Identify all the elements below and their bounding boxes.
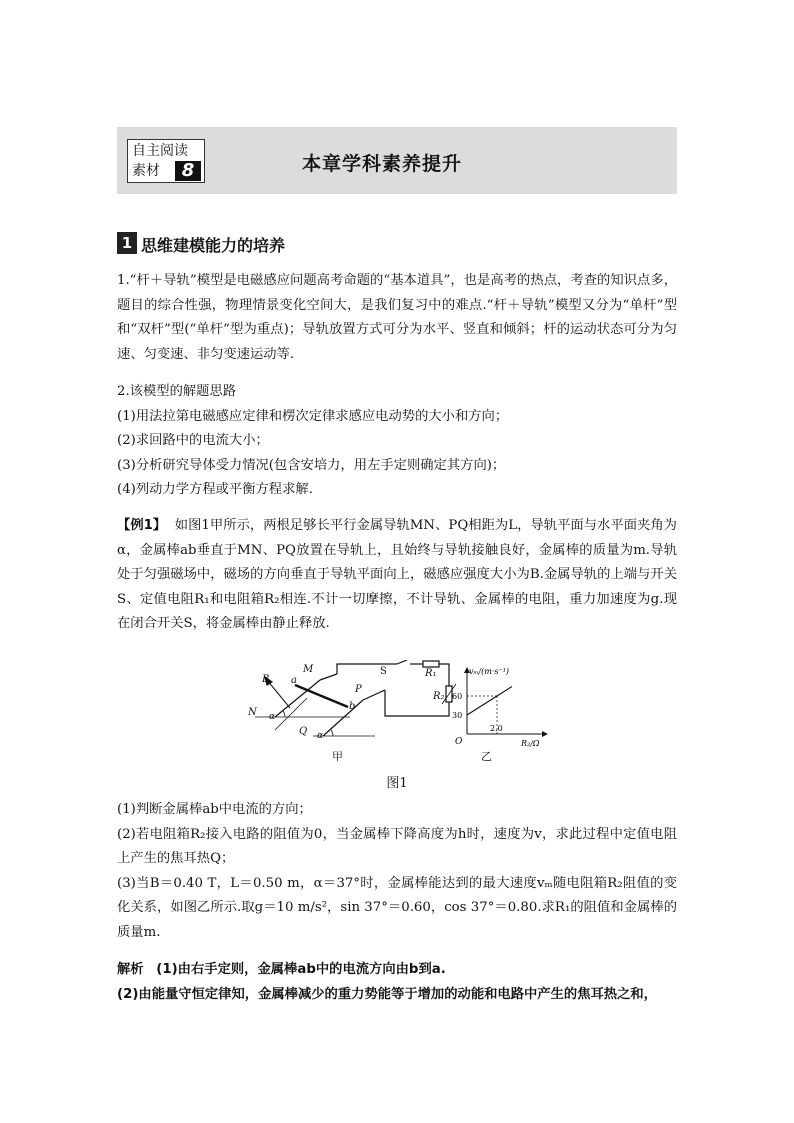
step-4: (4)列动力学方程或平衡方程求解. <box>117 482 313 497</box>
x-axis-arrow <box>542 731 548 737</box>
paragraph-1: 1.“杆＋导轨”模型是电磁感应问题高考命题的“基本道具”，也是高考的热点，考查的知识点多，题目的综合性强，物理情景变化空间大，是我们复习中的难点.“杆＋导轨”模型又分为“单杆”型和“双杆”型(“单杆”型为重点)；导轨放置方式可分为水平、竖直和倾斜；杆的运动状态可分为匀速、匀变速、非匀变速运动等. <box>117 273 677 362</box>
field-arrow-b <box>267 680 290 708</box>
label-r1: R₁ <box>425 668 437 679</box>
badge-line-2: 素材 <box>132 163 160 179</box>
intro-paragraph <box>117 269 677 367</box>
label-m: M <box>303 664 314 675</box>
label-r2: R₂ <box>433 691 445 702</box>
example-text: 如图1甲所示，两根足够长平行金属导轨MN、PQ相距为L，导轨平面与水平面夹角为α，金属棒ab垂直于MN、PQ放置在导轨上，且始终与导轨接触良好，金属棒的质量为m.导轨处于匀强磁场中，磁场的方向垂直于导轨平面向上，磁感应强度大小为B.金属导轨的上端与开关S、定值电阻R₁和电阻箱R₂相连.不计一切摩擦，不计导轨、金属棒的电阻，重力加速度为g.现在闭合开关S，将金属棒由静止释放. <box>117 518 677 631</box>
angle-arc-2 <box>331 730 333 736</box>
label-b-rod: b <box>349 701 356 712</box>
reading-badge <box>127 139 205 183</box>
label-q: Q <box>299 726 308 737</box>
caption-left: 甲 <box>332 750 343 763</box>
y-tick-label: 30 <box>452 711 463 720</box>
solution-label: 解析 <box>117 962 144 977</box>
wire-p <box>363 690 385 700</box>
solution-step-2: (2)由能量守恒定律知，金属棒减少的重力势能等于增加的动能和电路中产生的焦耳热之和， <box>117 986 657 1002</box>
wire-m <box>320 674 337 680</box>
circuit-top <box>337 664 385 674</box>
x-axis-label: R₂/Ω <box>521 739 540 748</box>
step-3: (3)分析研究导体受力情况(包含安培力，用左手定则确定其方向)； <box>117 457 506 473</box>
vm-r2-chart <box>452 667 548 748</box>
resistor-r1 <box>423 661 439 667</box>
switch-blade <box>397 660 407 664</box>
series-line <box>467 687 512 716</box>
section-title: 思维建模能力的培养 <box>141 236 286 255</box>
label-s: S <box>380 666 387 677</box>
question-1: (1)判断金属棒ab中电流的方向； <box>117 802 312 817</box>
paragraph-2: 2.该模型的解题思路 <box>117 384 237 399</box>
badge-line-1: 自主阅读 <box>132 143 188 159</box>
section-number: 1 <box>117 232 137 254</box>
chapter-banner <box>117 127 677 194</box>
label-a: a <box>291 675 297 686</box>
label-n: N <box>248 707 257 718</box>
solution-step-1: (1)由右手定则，金属棒ab中的电流方向由b到a. <box>156 962 446 977</box>
step-2: (2)求回路中的电流大小； <box>117 433 269 448</box>
solution-block <box>117 958 677 1007</box>
step-1: (1)用法拉第电磁感应定律和楞次定律求感应电动势的大小和方向； <box>117 408 509 424</box>
label-alpha-2: α <box>317 731 324 741</box>
question-3: (3)当B＝0.40 T，L＝0.50 m，α＝37°时，金属棒能达到的最大速度vₘ随电阻箱R₂阻值的变化关系，如图乙所示.取g＝10 m/s²，sin 37°＝0.60，cos 37°＝0.80.求R₁的阻值和金属棒的质量m. <box>117 875 677 940</box>
example-tag: 【例1】 <box>117 518 167 533</box>
figure-caption: 图1 <box>386 776 408 791</box>
questions-block <box>117 798 677 945</box>
question-2: (2)若电阻箱R₂接入电路的阻值为0，当金属棒下降高度为h时，速度为v，求此过程中定值电阻上产生的焦耳热Q； <box>117 826 677 866</box>
y-axis-label: vₘ/(m·s⁻¹) <box>469 667 510 676</box>
steps-block <box>117 380 677 503</box>
y-tick-label: 60 <box>452 692 463 701</box>
label-p: P <box>355 684 362 695</box>
label-alpha-1: α <box>269 712 276 722</box>
angle-arc-1 <box>283 711 285 717</box>
r2-lead-top <box>439 664 449 686</box>
page-title: 本章学科素养提升 <box>302 153 463 175</box>
origin-label: O <box>455 737 463 747</box>
example-block <box>117 514 677 637</box>
x-tick-label: 2.0 <box>490 724 503 733</box>
badge-number: 8 <box>175 161 201 181</box>
caption-right: 乙 <box>481 750 492 763</box>
metal-rod-ab <box>295 685 348 707</box>
label-b-field: B <box>262 674 270 685</box>
